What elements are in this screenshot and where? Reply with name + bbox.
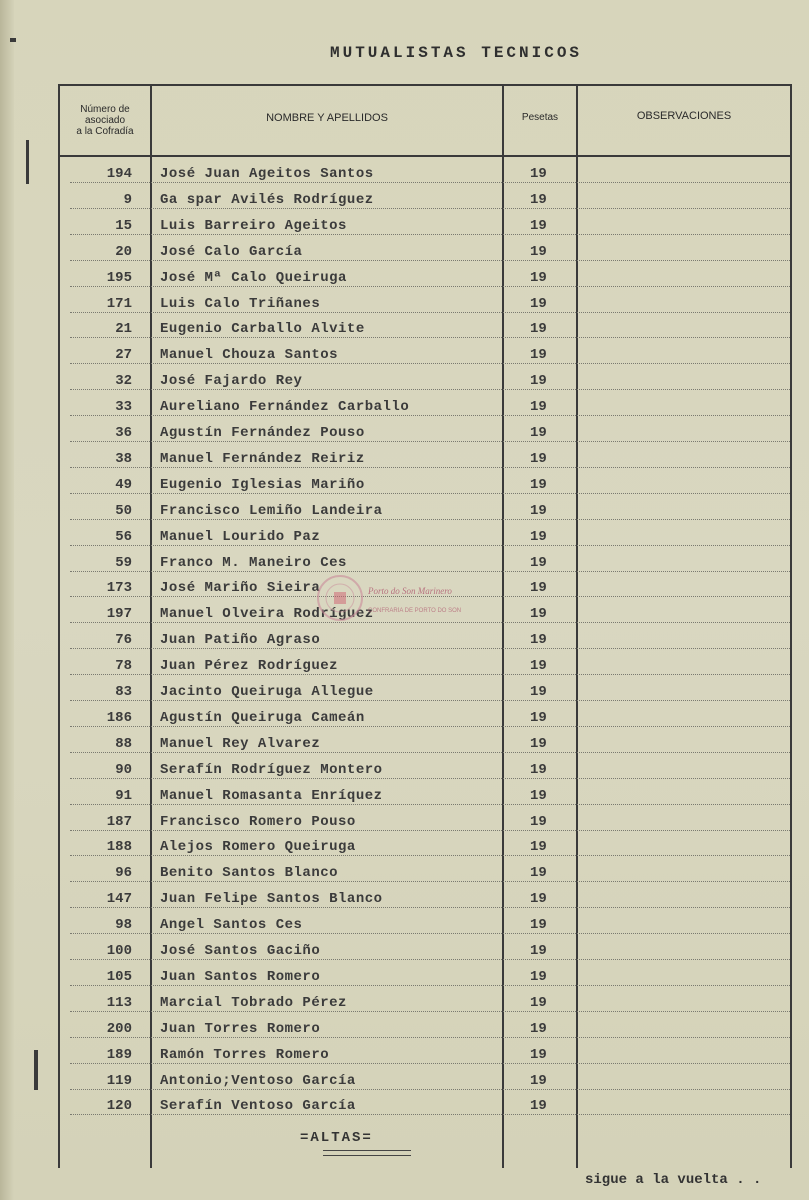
member-number: 96 <box>115 865 132 882</box>
table-row <box>60 521 790 547</box>
archive-watermark-stamp <box>300 568 500 628</box>
row-rule <box>70 182 790 183</box>
member-number: 20 <box>115 243 132 260</box>
row-rule <box>70 1114 790 1115</box>
pesetas-amount: 19 <box>530 450 547 467</box>
member-number: 105 <box>106 968 132 985</box>
pesetas-amount: 19 <box>530 166 547 182</box>
row-rule <box>70 441 790 442</box>
member-number: 50 <box>115 502 132 519</box>
member-name: Luis Barreiro Ageitos <box>160 217 347 234</box>
table-row <box>60 262 790 288</box>
table-row <box>60 288 790 314</box>
member-name: Juan Santos Romero <box>160 968 321 985</box>
row-rule <box>70 959 790 960</box>
member-number: 9 <box>123 191 132 208</box>
member-name: Juan Patiño Agraso <box>160 632 321 649</box>
row-rule <box>70 778 790 779</box>
member-number: 56 <box>115 528 132 545</box>
pesetas-amount: 19 <box>530 373 547 390</box>
member-number: 78 <box>115 658 132 675</box>
member-number: 147 <box>106 891 132 908</box>
member-number: 98 <box>115 917 132 934</box>
table-row <box>60 365 790 391</box>
pesetas-amount: 19 <box>530 476 547 493</box>
pesetas-amount: 19 <box>530 425 547 441</box>
row-rule <box>70 363 790 364</box>
header-numero <box>60 104 150 137</box>
altas-underline <box>323 1150 411 1156</box>
member-number: 91 <box>115 787 132 804</box>
table-row <box>60 443 790 469</box>
member-name: Angel Santos Ces <box>160 917 303 934</box>
member-number: 49 <box>115 476 132 493</box>
header-numero-line: a la Cofradía <box>76 126 134 137</box>
pesetas-amount: 19 <box>530 865 547 882</box>
header-nombre: NOMBRE Y APELLIDOS <box>266 112 388 124</box>
pesetas-amount: 19 <box>530 399 547 416</box>
member-name: José Fajardo Rey <box>160 373 303 390</box>
table-row <box>60 469 790 495</box>
member-number: 100 <box>106 943 132 959</box>
svg-text:CONFRARÍA DE PORTO DO SON: CONFRARÍA DE PORTO DO SON <box>368 608 462 614</box>
table-row <box>60 806 790 832</box>
member-number: 59 <box>115 554 132 571</box>
header-numero-line: asociado <box>84 115 126 126</box>
member-number: 171 <box>106 295 132 312</box>
row-rule <box>70 804 790 805</box>
member-number: 188 <box>106 839 132 856</box>
member-number: 187 <box>106 813 132 830</box>
pesetas-amount: 19 <box>530 839 547 856</box>
row-rule <box>70 467 790 468</box>
row-rule <box>70 855 790 856</box>
table-row <box>60 1013 790 1039</box>
member-name: Manuel Lourido Paz <box>160 528 321 545</box>
row-rule <box>70 234 790 235</box>
member-number: 195 <box>106 269 132 286</box>
member-number: 36 <box>115 425 132 441</box>
member-name: José Mariño Sieira <box>160 580 321 597</box>
pesetas-amount: 19 <box>530 528 547 545</box>
member-number: 119 <box>106 1072 132 1089</box>
pesetas-amount: 19 <box>530 217 547 234</box>
table-row <box>60 754 790 780</box>
row-rule <box>70 545 790 546</box>
member-name: Juan Felipe Santos Blanco <box>160 891 383 908</box>
pesetas-amount: 19 <box>530 321 547 338</box>
row-rule <box>70 337 790 338</box>
row-rule <box>70 648 790 649</box>
member-name: Jacinto Queiruga Allegue <box>160 684 374 700</box>
member-name: José Calo García <box>160 243 303 260</box>
page-edge <box>0 0 14 1200</box>
table-row <box>60 1065 790 1091</box>
table-row <box>60 857 790 883</box>
row-rule <box>70 1011 790 1012</box>
pesetas-amount: 19 <box>530 684 547 700</box>
member-number: 113 <box>106 994 132 1011</box>
member-number: 189 <box>106 1046 132 1063</box>
table-row <box>60 313 790 339</box>
pesetas-amount: 19 <box>530 658 547 675</box>
pesetas-amount: 19 <box>530 191 547 208</box>
pesetas-amount: 19 <box>530 243 547 260</box>
table-row <box>60 650 790 676</box>
member-name: Manuel Olveira Rodríguez <box>160 606 374 623</box>
altas-label: =ALTAS= <box>300 1130 373 1146</box>
row-rule <box>70 493 790 494</box>
member-number: 120 <box>106 1098 132 1115</box>
pesetas-amount: 19 <box>530 813 547 830</box>
member-name: Manuel Fernández Reiriz <box>160 450 365 467</box>
pesetas-amount: 19 <box>530 295 547 312</box>
member-name: Franco M. Maneiro Ces <box>160 554 347 571</box>
pesetas-amount: 19 <box>530 347 547 364</box>
table-row <box>60 158 790 184</box>
table-row <box>60 339 790 365</box>
pesetas-amount: 19 <box>530 1072 547 1089</box>
row-rule <box>70 1089 790 1090</box>
ink-mark <box>26 140 29 184</box>
member-number: 173 <box>106 580 132 597</box>
row-rule <box>70 881 790 882</box>
member-number: 32 <box>115 373 132 390</box>
member-name: Juan Pérez Rodríguez <box>160 658 339 675</box>
row-rule <box>70 312 790 313</box>
member-name: José Juan Ageitos Santos <box>160 166 374 182</box>
pesetas-amount: 19 <box>530 735 547 752</box>
row-rule <box>70 415 790 416</box>
member-name: Manuel Romasanta Enríquez <box>160 787 383 804</box>
member-name: Manuel Rey Alvarez <box>160 735 321 752</box>
pesetas-amount: 19 <box>530 994 547 1011</box>
header-observaciones: OBSERVACIONES <box>636 110 732 122</box>
member-name: Marcial Tobrado Pérez <box>160 994 347 1011</box>
row-rule <box>70 208 790 209</box>
pesetas-amount: 19 <box>530 943 547 959</box>
svg-text:Porto do Son Marinero: Porto do Son Marinero <box>368 586 452 596</box>
member-number: 38 <box>115 450 132 467</box>
member-number: 90 <box>115 761 132 778</box>
member-name: Alejos Romero Queiruga <box>160 839 356 856</box>
pesetas-amount: 19 <box>530 554 547 571</box>
row-rule <box>70 286 790 287</box>
member-number: 21 <box>115 321 132 338</box>
member-name: Ga spar Avilés Rodríguez <box>160 191 374 208</box>
table-row <box>60 495 790 521</box>
row-rule <box>70 260 790 261</box>
table-row <box>60 780 790 806</box>
header-pesetas: Pesetas <box>521 112 559 123</box>
member-name: Antonio;Ventoso García <box>160 1072 356 1089</box>
row-rule <box>70 389 790 390</box>
member-name: Aureliano Fernández Carballo <box>160 399 410 416</box>
member-number: 33 <box>115 399 132 416</box>
table-row <box>60 728 790 754</box>
row-rule <box>70 907 790 908</box>
member-name: Eugenio Iglesias Mariño <box>160 476 365 493</box>
member-name: Francisco Romero Pouso <box>160 813 356 830</box>
member-name: Eugenio Carballo Alvite <box>160 321 365 338</box>
table-row <box>60 676 790 702</box>
pesetas-amount: 19 <box>530 502 547 519</box>
header-divider <box>58 155 792 157</box>
member-name: José Santos Gaciño <box>160 943 321 959</box>
member-name: Luis Calo Triñanes <box>160 295 321 312</box>
member-name: Manuel Chouza Santos <box>160 347 339 364</box>
member-name: Agustín Fernández Pouso <box>160 425 365 441</box>
pesetas-amount: 19 <box>530 1046 547 1063</box>
pesetas-amount: 19 <box>530 632 547 649</box>
row-rule <box>70 519 790 520</box>
member-number: 194 <box>106 166 132 182</box>
row-rule <box>70 933 790 934</box>
row-rule <box>70 752 790 753</box>
pesetas-amount: 19 <box>530 1020 547 1037</box>
table-row <box>60 1090 790 1116</box>
table-row <box>60 184 790 210</box>
row-rule <box>70 985 790 986</box>
pesetas-amount: 19 <box>530 787 547 804</box>
pesetas-amount: 19 <box>530 606 547 623</box>
member-name: Juan Torres Romero <box>160 1020 321 1037</box>
member-name: Francisco Lemiño Landeira <box>160 502 383 519</box>
row-rule <box>70 674 790 675</box>
table-row <box>60 702 790 728</box>
member-number: 88 <box>115 735 132 752</box>
table-row <box>60 391 790 417</box>
table-row <box>60 831 790 857</box>
pesetas-amount: 19 <box>530 891 547 908</box>
member-name: Agustín Queiruga Cameán <box>160 709 365 726</box>
table-row <box>60 236 790 262</box>
table-row <box>60 417 790 443</box>
table-row <box>60 624 790 650</box>
table-row <box>60 883 790 909</box>
member-name: Serafín Rodríguez Montero <box>160 761 383 778</box>
pesetas-amount: 19 <box>530 761 547 778</box>
table-row <box>60 1039 790 1065</box>
table-row <box>60 961 790 987</box>
member-number: 15 <box>115 217 132 234</box>
row-rule <box>70 1037 790 1038</box>
ink-mark <box>10 38 16 42</box>
member-number: 186 <box>106 709 132 726</box>
pesetas-amount: 19 <box>530 269 547 286</box>
member-name: Benito Santos Blanco <box>160 865 339 882</box>
pesetas-amount: 19 <box>530 917 547 934</box>
member-name: Serafín Ventoso García <box>160 1098 356 1115</box>
row-rule <box>70 830 790 831</box>
continued-note: sigue a la vuelta . . <box>585 1172 762 1188</box>
ink-mark <box>34 1050 38 1090</box>
member-number: 27 <box>115 347 132 364</box>
pesetas-amount: 19 <box>530 968 547 985</box>
member-number: 200 <box>106 1020 132 1037</box>
header-numero-line: Número de <box>80 104 130 115</box>
pesetas-amount: 19 <box>530 709 547 726</box>
pesetas-amount: 19 <box>530 1098 547 1115</box>
row-rule <box>70 1063 790 1064</box>
member-number: 76 <box>115 632 132 649</box>
pesetas-amount: 19 <box>530 580 547 597</box>
member-name: José Mª Calo Queiruga <box>160 269 347 286</box>
member-name: Ramón Torres Romero <box>160 1046 330 1063</box>
table-row <box>60 987 790 1013</box>
document-title: MUTUALISTAS TECNICOS <box>330 44 583 62</box>
member-number: 197 <box>106 606 132 623</box>
table-row <box>60 210 790 236</box>
table-row <box>60 909 790 935</box>
row-rule <box>70 726 790 727</box>
row-rule <box>70 700 790 701</box>
table-row <box>60 935 790 961</box>
member-number: 83 <box>115 684 132 700</box>
